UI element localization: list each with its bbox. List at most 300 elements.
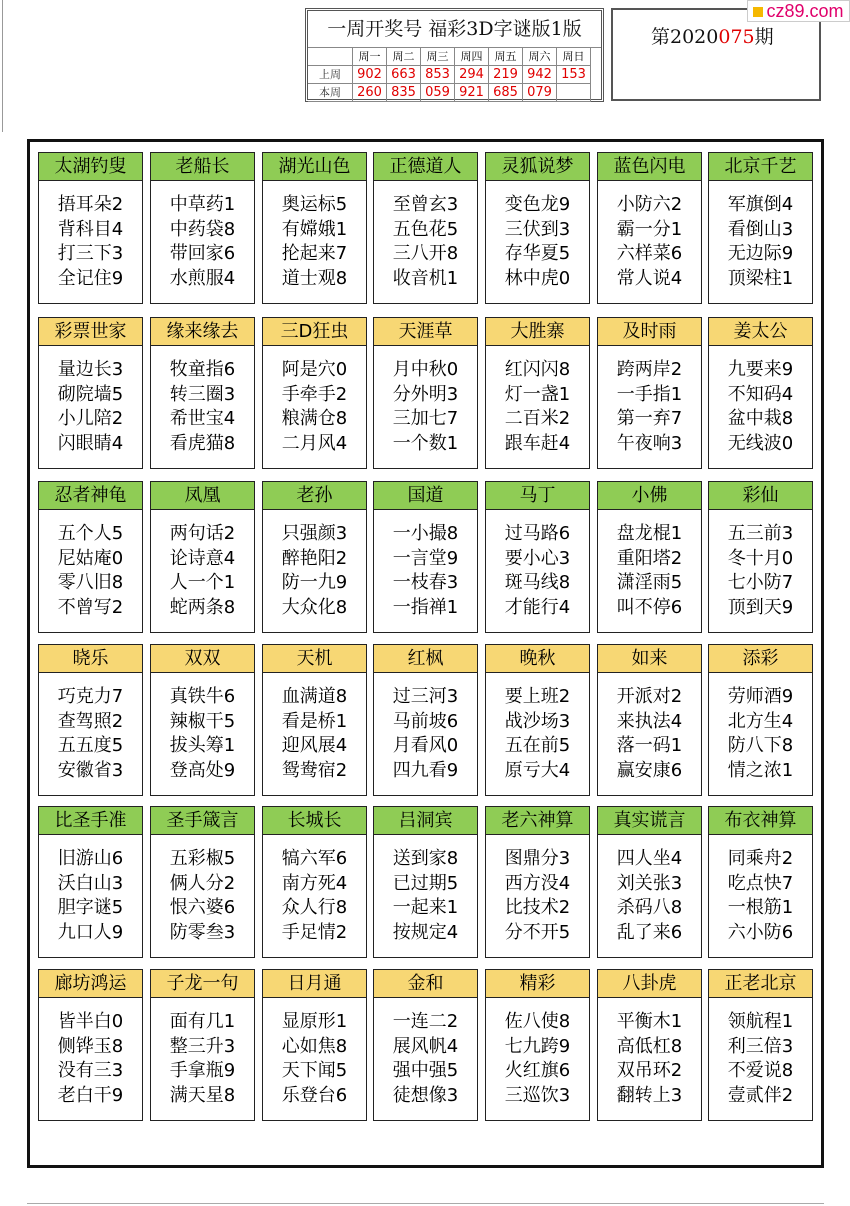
- draw-number-cell: 942: [523, 66, 557, 84]
- riddle-lines: [151, 181, 254, 291]
- riddle-line: 牧童指6: [169, 359, 236, 380]
- riddle-line: 五色花5: [392, 218, 459, 240]
- riddle-line: 一个数1: [392, 432, 459, 454]
- riddle-line: 论诗意4: [169, 547, 236, 569]
- left-margin-line: [2, 0, 3, 132]
- riddle-author: 三D狂虫: [263, 318, 366, 346]
- riddle-lines: [39, 998, 142, 1108]
- riddle-author: 天机: [263, 645, 366, 673]
- riddle-lines: [39, 673, 142, 783]
- riddle-lines: [598, 510, 701, 620]
- riddle-lines: [263, 673, 366, 783]
- draw-number-cell: 835: [387, 84, 421, 102]
- draw-number-cell: 294: [455, 66, 489, 84]
- riddle-line: 五在前5: [504, 735, 571, 756]
- riddle-line: 跟车赶4: [504, 432, 571, 454]
- draw-number-cell: 853: [421, 66, 455, 84]
- riddle-line: 老白干9: [57, 1084, 124, 1106]
- riddle-line: 小儿陪2: [57, 408, 124, 429]
- riddle-line: 西方没4: [504, 872, 571, 894]
- riddle-line: 按规定4: [392, 921, 459, 943]
- riddle-line: 常人说4: [616, 267, 683, 289]
- riddle-line: 三八开8: [392, 243, 459, 264]
- riddle-line: 无线波0: [727, 432, 794, 454]
- riddle-line: 不知码4: [727, 383, 794, 405]
- riddle-line: 希世宝4: [169, 408, 236, 429]
- riddle-line: 月看风0: [392, 735, 459, 756]
- watermark-text: cz89.com: [766, 1, 844, 21]
- riddle-line: 尼姑庵0: [57, 547, 124, 569]
- period-prefix: 第2020: [651, 26, 719, 48]
- riddle-line: 看倒山3: [727, 218, 794, 240]
- riddle-line: 斑马线8: [504, 572, 571, 593]
- riddle-line: 才能行4: [504, 596, 571, 618]
- riddle-author: 日月通: [263, 970, 366, 998]
- riddle-line: 午夜响3: [616, 432, 683, 454]
- riddle-line: 要上班2: [504, 686, 571, 707]
- riddle-line: 第一弃7: [616, 408, 683, 429]
- draw-number-cell: 079: [523, 84, 557, 102]
- riddle-author: 添彩: [709, 645, 812, 673]
- riddle-line: 没有三3: [57, 1060, 124, 1081]
- riddle-author: 老船长: [151, 153, 254, 181]
- riddle-line: 徒想像3: [392, 1084, 459, 1106]
- riddle-line: 刘关张3: [616, 872, 683, 894]
- riddle-card: [708, 644, 813, 796]
- riddle-line: 已过期5: [392, 872, 459, 894]
- riddle-line: 一小撮8: [392, 523, 459, 544]
- riddle-lines: [39, 346, 142, 456]
- riddle-lines: [709, 673, 812, 783]
- riddle-line: 面有几1: [169, 1011, 236, 1032]
- riddle-line: 防零叁3: [169, 921, 236, 943]
- riddle-line: 恨六婆6: [169, 897, 236, 918]
- riddle-line: 过马路6: [504, 523, 571, 544]
- riddle-line: 一连二2: [392, 1011, 459, 1032]
- period-suffix: 期: [754, 26, 774, 48]
- riddle-line: 赢安康6: [616, 759, 683, 781]
- riddle-line: 红闪闪8: [504, 359, 571, 380]
- riddle-lines: [151, 835, 254, 945]
- riddle-author: 国道: [374, 482, 477, 510]
- riddle-line: 全记住9: [57, 267, 124, 289]
- riddle-line: 六小防6: [727, 921, 794, 943]
- riddle-card: [262, 969, 367, 1121]
- riddle-line: 南方死4: [281, 872, 348, 894]
- riddle-line: 水煎服4: [169, 267, 236, 289]
- riddle-line: 巧克力7: [57, 686, 124, 707]
- riddle-line: 情之浓1: [727, 759, 794, 781]
- riddle-lines: [263, 510, 366, 620]
- riddle-card: [597, 969, 702, 1121]
- riddle-line: 盆中栽8: [727, 408, 794, 429]
- riddle-lines: [486, 346, 589, 456]
- riddle-line: 火红旗6: [504, 1060, 571, 1081]
- riddle-card: [708, 969, 813, 1121]
- day-header-cell: 周三: [421, 48, 455, 66]
- riddle-author: 天涯草: [374, 318, 477, 346]
- riddle-lines: [598, 673, 701, 783]
- riddle-line: 重阳塔2: [616, 547, 683, 569]
- riddle-line: 显原形1: [281, 1011, 348, 1032]
- riddle-line: 无边际9: [727, 243, 794, 264]
- riddle-line: 九口人9: [57, 921, 124, 943]
- watermark-logo: [747, 0, 850, 22]
- riddle-lines: [263, 181, 366, 291]
- riddle-line: 盘龙棍1: [616, 523, 683, 544]
- riddle-line: 四人坐4: [616, 848, 683, 869]
- riddle-line: 安徽省3: [57, 759, 124, 781]
- riddle-author: 太湖钓叟: [39, 153, 142, 181]
- riddle-line: 分外明3: [392, 383, 459, 405]
- riddle-card: [38, 806, 143, 958]
- weekly-draw-title: 一周开奖号 福彩3D字谜版1版: [308, 11, 601, 48]
- riddle-line: 鸳鸯宿2: [281, 759, 348, 781]
- riddle-author: 大胜寨: [486, 318, 589, 346]
- riddle-card: [150, 152, 255, 304]
- day-header-cell: 周二: [387, 48, 421, 66]
- riddle-line: 查驾照2: [57, 710, 124, 732]
- riddle-card: [485, 481, 590, 633]
- riddle-line: 高低杠8: [616, 1035, 683, 1057]
- riddle-line: 三伏到3: [504, 218, 571, 240]
- riddle-lines: [374, 673, 477, 783]
- riddle-line: 落一码1: [616, 735, 683, 756]
- riddle-author: 彩票世家: [39, 318, 142, 346]
- riddle-line: 满天星8: [169, 1084, 236, 1106]
- riddle-line: 只强颜3: [281, 523, 348, 544]
- riddle-lines: [151, 346, 254, 456]
- riddle-line: 冬十月0: [727, 547, 794, 569]
- riddle-line: 捂耳朵2: [57, 194, 124, 215]
- riddle-line: 不爱说8: [727, 1060, 794, 1081]
- logo-square-icon: [753, 7, 763, 17]
- riddle-line: 一指禅1: [392, 596, 459, 618]
- riddle-line: 强中强5: [392, 1060, 459, 1081]
- riddle-line: 收音机1: [392, 267, 459, 289]
- riddle-line: 五彩椒5: [169, 848, 236, 869]
- riddle-author: 老六神算: [486, 807, 589, 835]
- riddle-line: 北方生4: [727, 710, 794, 732]
- riddle-line: 拔头筹1: [169, 735, 236, 756]
- riddle-card: [708, 152, 813, 304]
- day-header-cell: 周四: [455, 48, 489, 66]
- riddle-line: 辣椒干5: [169, 710, 236, 732]
- riddle-line: 醉艳阳2: [281, 547, 348, 569]
- riddle-card: [38, 481, 143, 633]
- riddle-line: 三巡饮3: [504, 1084, 571, 1106]
- riddle-line: 双吊环2: [616, 1060, 683, 1081]
- riddle-lines: [39, 835, 142, 945]
- riddle-line: 侧铧玉8: [57, 1035, 124, 1057]
- riddle-line: 手拿瓶9: [169, 1060, 236, 1081]
- riddle-line: 手牵手2: [281, 383, 348, 405]
- riddle-line: 一手指1: [616, 383, 683, 405]
- riddle-line: 背科目4: [57, 218, 124, 240]
- riddle-line: 砌院墙5: [57, 383, 124, 405]
- riddle-line: 战沙场3: [504, 710, 571, 732]
- riddle-line: 俩人分2: [169, 872, 236, 894]
- riddle-line: 不曾写2: [57, 596, 124, 618]
- riddle-line: 阿是穴0: [281, 359, 348, 380]
- riddle-author: 凤凰: [151, 482, 254, 510]
- riddle-line: 两句话2: [169, 523, 236, 544]
- riddle-line: 图鼎分3: [504, 848, 571, 869]
- riddle-author: 精彩: [486, 970, 589, 998]
- draw-number-cell: 685: [489, 84, 523, 102]
- riddle-line: 分不开5: [504, 921, 571, 943]
- riddle-line: 月中秋0: [392, 359, 459, 380]
- riddle-line: 打三下3: [57, 243, 124, 264]
- riddle-lines: [598, 346, 701, 456]
- riddle-line: 旧游山6: [57, 848, 124, 869]
- riddle-lines: [374, 181, 477, 291]
- riddle-author: 比圣手准: [39, 807, 142, 835]
- riddle-line: 一起来1: [392, 897, 459, 918]
- draw-number-cell: [557, 84, 591, 102]
- riddle-line: 灯一盏1: [504, 383, 571, 405]
- riddle-line: 原亏大4: [504, 759, 571, 781]
- riddle-line: 军旗倒4: [727, 194, 794, 215]
- riddle-line: 五个人5: [57, 523, 124, 544]
- riddle-author: 金和: [374, 970, 477, 998]
- riddle-line: 二月风4: [281, 432, 348, 454]
- riddle-line: 要小心3: [504, 547, 571, 569]
- riddle-line: 量边长3: [57, 359, 124, 380]
- weekly-draw-table: [305, 8, 604, 102]
- riddle-line: 中药袋8: [169, 218, 236, 240]
- riddle-line: 一根筋1: [727, 897, 794, 918]
- riddle-author: 马丁: [486, 482, 589, 510]
- riddle-line: 奥运标5: [281, 194, 348, 215]
- riddle-line: 胆字谜5: [57, 897, 124, 918]
- riddle-line: 有嫦娥1: [281, 218, 348, 240]
- riddle-line: 顶到天9: [727, 596, 794, 618]
- riddle-lines: [709, 346, 812, 456]
- riddle-line: 展风帆4: [392, 1035, 459, 1057]
- riddle-line: 佐八使8: [504, 1011, 571, 1032]
- riddle-line: 五五度5: [57, 735, 124, 756]
- riddle-line: 存华夏5: [504, 243, 571, 264]
- riddle-author: 北京千艺: [709, 153, 812, 181]
- riddle-lines: [486, 181, 589, 291]
- riddle-line: 劳师酒9: [727, 686, 794, 707]
- riddle-author: 蓝色闪电: [598, 153, 701, 181]
- riddle-line: 乱了来6: [616, 921, 683, 943]
- riddle-line: 至曾玄3: [392, 194, 459, 215]
- riddle-author: 及时雨: [598, 318, 701, 346]
- riddle-author: 如来: [598, 645, 701, 673]
- riddle-card: [485, 152, 590, 304]
- riddle-line: 领航程1: [727, 1011, 794, 1032]
- riddle-lines: [709, 998, 812, 1108]
- riddle-card: [373, 152, 478, 304]
- riddle-line: 五三前3: [727, 523, 794, 544]
- riddle-line: 乐登台6: [281, 1084, 348, 1106]
- riddle-card: [597, 644, 702, 796]
- riddle-line: 平衡木1: [616, 1011, 683, 1032]
- riddle-line: 小防六2: [616, 194, 683, 215]
- riddle-lines: [486, 998, 589, 1108]
- riddle-line: 开派对2: [616, 686, 683, 707]
- riddle-line: 闪眼睛4: [57, 432, 124, 454]
- riddle-lines: [39, 510, 142, 620]
- riddle-card: [597, 806, 702, 958]
- riddle-lines: [486, 510, 589, 620]
- draw-number-cell: 219: [489, 66, 523, 84]
- riddle-line: 零八旧8: [57, 572, 124, 593]
- riddle-author: 缘来缘去: [151, 318, 254, 346]
- riddle-card: [262, 152, 367, 304]
- riddle-panel: [27, 139, 824, 1168]
- riddle-line: 看是桥1: [281, 710, 348, 732]
- riddle-line: 同乘舟2: [727, 848, 794, 869]
- riddle-line: 九要来9: [727, 359, 794, 380]
- period-number: 075: [718, 26, 755, 48]
- riddle-card: [485, 317, 590, 469]
- riddle-line: 潇淫雨5: [616, 572, 683, 593]
- riddle-lines: [374, 346, 477, 456]
- riddle-line: 七小防7: [727, 572, 794, 593]
- riddle-line: 中草药1: [169, 194, 236, 215]
- riddle-author: 老孙: [263, 482, 366, 510]
- riddle-line: 六样菜6: [616, 243, 683, 264]
- draw-number-cell: 921: [455, 84, 489, 102]
- day-header-cell: 周一: [353, 48, 387, 66]
- riddle-line: 叫不停6: [616, 596, 683, 618]
- riddle-lines: [486, 835, 589, 945]
- riddle-line: 登高处9: [169, 759, 236, 781]
- riddle-author: 圣手箴言: [151, 807, 254, 835]
- riddle-card: [597, 481, 702, 633]
- riddle-author: 湖光山色: [263, 153, 366, 181]
- riddle-author: 姜太公: [709, 318, 812, 346]
- riddle-line: 防一九9: [281, 572, 348, 593]
- period-label: [651, 22, 774, 49]
- riddle-lines: [151, 510, 254, 620]
- riddle-line: 跨两岸2: [616, 359, 683, 380]
- riddle-line: 杀码八8: [616, 897, 683, 918]
- riddle-lines: [374, 510, 477, 620]
- riddle-author: 双双: [151, 645, 254, 673]
- riddle-author: 子龙一句: [151, 970, 254, 998]
- riddle-line: 送到家8: [392, 848, 459, 869]
- riddle-card: [150, 317, 255, 469]
- weekly-draw-grid: [308, 48, 601, 102]
- riddle-card: [38, 644, 143, 796]
- riddle-card: [708, 481, 813, 633]
- riddle-line: 转三圈3: [169, 383, 236, 405]
- riddle-card: [597, 317, 702, 469]
- riddle-line: 防八下8: [727, 735, 794, 756]
- draw-number-cell: 260: [353, 84, 387, 102]
- riddle-card: [485, 969, 590, 1121]
- riddle-card: [485, 644, 590, 796]
- riddle-line: 皆半白0: [57, 1011, 124, 1032]
- riddle-card: [485, 806, 590, 958]
- riddle-lines: [263, 346, 366, 456]
- riddle-lines: [709, 510, 812, 620]
- riddle-lines: [486, 673, 589, 783]
- riddle-line: 粮满仓8: [281, 408, 348, 429]
- riddle-card: [373, 317, 478, 469]
- riddle-line: 道士观8: [281, 267, 348, 289]
- riddle-line: 过三河3: [392, 686, 459, 707]
- riddle-line: 二百米2: [504, 408, 571, 429]
- riddle-lines: [709, 181, 812, 291]
- riddle-line: 一枝春3: [392, 572, 459, 593]
- riddle-author: 红枫: [374, 645, 477, 673]
- riddle-line: 比技术2: [504, 897, 571, 918]
- riddle-line: 手足情2: [281, 921, 348, 943]
- riddle-card: [38, 152, 143, 304]
- riddle-card: [38, 969, 143, 1121]
- riddle-line: 翻转上3: [616, 1084, 683, 1106]
- riddle-line: 来执法4: [616, 710, 683, 732]
- riddle-card: [373, 806, 478, 958]
- riddle-line: 抡起来7: [281, 243, 348, 264]
- riddle-lines: [374, 998, 477, 1108]
- riddle-line: 蛇两条8: [169, 596, 236, 618]
- riddle-card: [373, 644, 478, 796]
- riddle-author: 正德道人: [374, 153, 477, 181]
- riddle-line: 看虎猫8: [169, 432, 236, 454]
- riddle-author: 灵狐说梦: [486, 153, 589, 181]
- riddle-line: 真铁牛6: [169, 686, 236, 707]
- riddle-line: 变色龙9: [504, 194, 571, 215]
- riddle-lines: [598, 835, 701, 945]
- riddle-line: 带回家6: [169, 243, 236, 264]
- riddle-card: [708, 317, 813, 469]
- riddle-card: [373, 481, 478, 633]
- riddle-line: 迎风展4: [281, 735, 348, 756]
- riddle-lines: [263, 998, 366, 1108]
- day-header-cell: 周五: [489, 48, 523, 66]
- riddle-card: [38, 317, 143, 469]
- riddle-line: 众人行8: [281, 897, 348, 918]
- riddle-line: 心如焦8: [281, 1035, 348, 1057]
- week-row-label: 上周: [308, 66, 353, 84]
- riddle-line: 壹贰伴2: [727, 1084, 794, 1106]
- riddle-author: 小佛: [598, 482, 701, 510]
- riddle-line: 一言堂9: [392, 547, 459, 569]
- riddle-author: 真实谎言: [598, 807, 701, 835]
- riddle-lines: [598, 998, 701, 1108]
- riddle-line: 利三倍3: [727, 1035, 794, 1057]
- draw-number-cell: 902: [353, 66, 387, 84]
- riddle-author: 正老北京: [709, 970, 812, 998]
- riddle-card: [150, 644, 255, 796]
- riddle-author: 布衣神算: [709, 807, 812, 835]
- riddle-lines: [263, 835, 366, 945]
- riddle-author: 廊坊鸿运: [39, 970, 142, 998]
- riddle-line: 整三升3: [169, 1035, 236, 1057]
- riddle-line: 霸一分1: [616, 218, 683, 240]
- riddle-author: 晚秋: [486, 645, 589, 673]
- riddle-line: 吃点快7: [727, 872, 794, 894]
- riddle-card: [262, 644, 367, 796]
- draw-number-cell: 663: [387, 66, 421, 84]
- riddle-card: [262, 481, 367, 633]
- riddle-line: 犒六军6: [281, 848, 348, 869]
- riddle-lines: [151, 673, 254, 783]
- bottom-divider: [27, 1203, 824, 1204]
- riddle-card: [373, 969, 478, 1121]
- riddle-card: [262, 317, 367, 469]
- riddle-lines: [374, 835, 477, 945]
- riddle-line: 林中虎0: [504, 267, 571, 289]
- riddle-author: 晓乐: [39, 645, 142, 673]
